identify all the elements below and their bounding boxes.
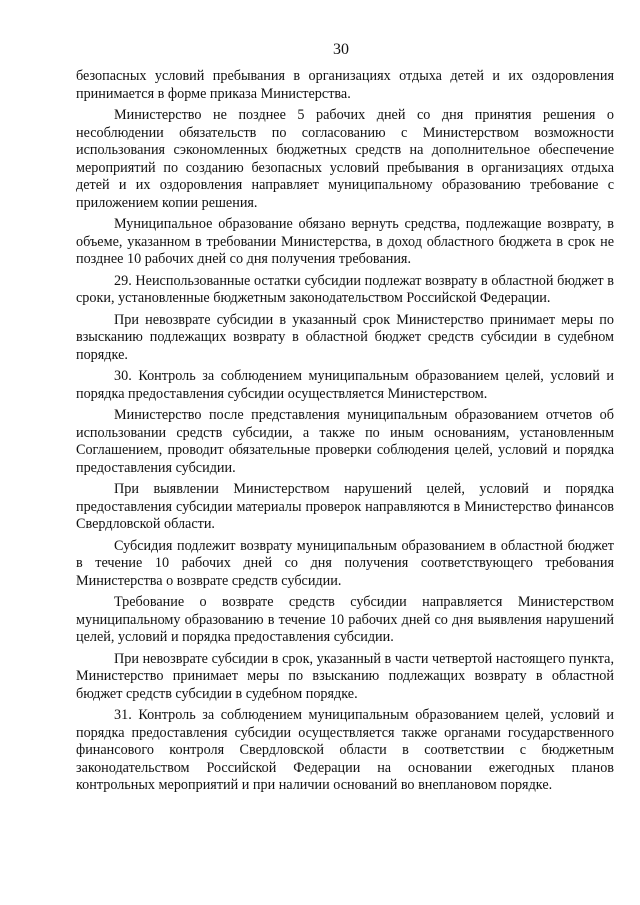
paragraph: 30. Контроль за соблюдением муниципальным образованием целей, условий и порядка предоставления субсидии осуществляется Министерством. [76, 368, 614, 402]
paragraph: Министерство после представления муниципальным образованием отчетов об использовании средств субсидии, а также по иным основаниям, установленным Соглашением, проводит обязательные проверки соблюдения целей, условий и порядка предоставления субсидии. [76, 407, 614, 476]
paragraph: 31. Контроль за соблюдением муниципальным образованием целей, условий и порядка предоставления субсидии осуществляется также органами государственного финансового контроля Свердловской области в соответствии с бюджетным законодательством Российской Федерации на основании ежегодных планов контрольных мероприятий и при наличии оснований во внеплановом порядке. [76, 707, 614, 793]
paragraph: При выявлении Министерством нарушений целей, условий и порядка предоставления субсидии материалы проверок направляются в Министерство финансов Свердловской области. [76, 481, 614, 532]
page-number: 30 [333, 41, 349, 58]
paragraph: При невозврате субсидии в указанный срок Министерство принимает меры по взысканию подлежащих возврату в областной бюджет средств субсидии в судебном порядке. [76, 311, 614, 363]
paragraph: Субсидия подлежит возврату муниципальным образованием в областной бюджет в течение 10 рабочих дней со дня получения соответствующего требования Министерства о возврате средств субсидии. [76, 537, 614, 589]
paragraph: При невозврате субсидии в срок, указанный в части четвертой настоящего пункта, Министерство принимает меры по взысканию подлежащих возврату в областной бюджет средств субсидии в судебном порядке. [76, 650, 614, 702]
paragraph: безопасных условий пребывания в организациях отдыха детей и их оздоровления принимается в форме приказа Министерства. [76, 68, 614, 102]
paragraph: Муниципальное образование обязано вернуть средства, подлежащие возврату, в объеме, указанном в требовании Министерства, в доход областного бюджета в срок не позднее 10 рабочих дней со дня получения требования. [76, 216, 614, 267]
paragraph: Министерство не позднее 5 рабочих дней со дня принятия решения о несоблюдении обязательств по согласованию с Министерством возможности использования сэкономленных бюджетных средств на дополнительное обеспечение мероприятий по созданию безопасных условий пребывания в организациях отдыха детей и их оздоровления направляет муниципальному образованию требование с приложением копии решения. [76, 107, 614, 211]
paragraph: Требование о возврате средств субсидии направляется Министерством муниципальному образованию в течение 10 рабочих дней со дня выявления нарушений целей, условий и порядка предоставления субсидии. [76, 594, 614, 645]
paragraph: 29. Неиспользованные остатки субсидии подлежат возврату в областной бюджет в сроки, установленные бюджетным законодательством Российской Федерации. [76, 272, 614, 306]
